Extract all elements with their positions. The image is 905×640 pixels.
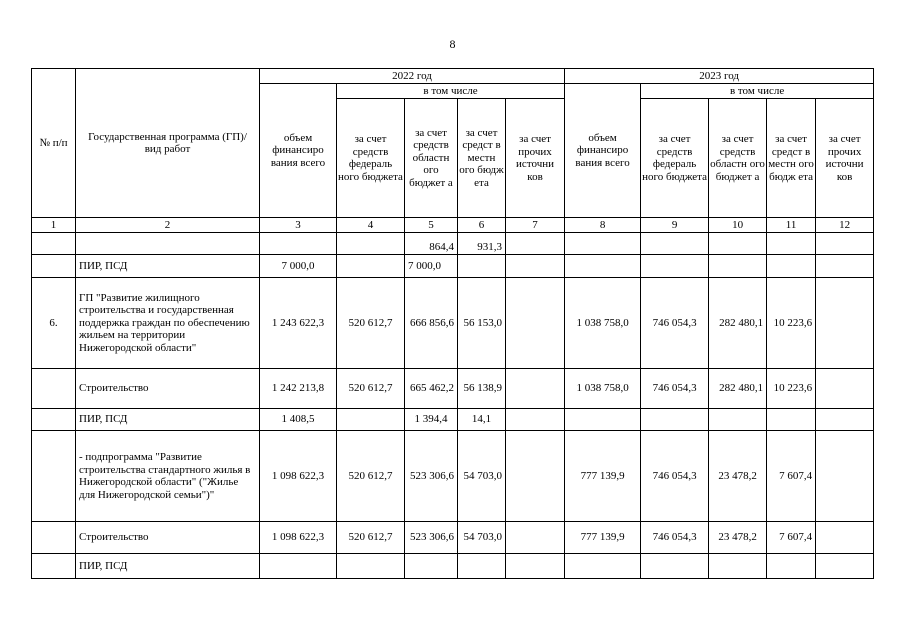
row-name: ПИР, ПСД <box>76 554 260 579</box>
cell-federal-2022: 520 612,7 <box>337 369 405 409</box>
row-name: ПИР, ПСД <box>76 409 260 431</box>
cell-other-2022 <box>506 369 565 409</box>
cell-total-2023: 777 139,9 <box>565 522 641 554</box>
header-year-2023: 2023 год <box>565 69 874 84</box>
cell-regional-2022 <box>405 554 458 579</box>
cell-federal-2023 <box>641 255 709 278</box>
cell-federal-2022: 520 612,7 <box>337 522 405 554</box>
row-name: Строительство <box>76 369 260 409</box>
header-including-2022: в том числе <box>337 84 565 99</box>
header-total-2022: объем финансиро вания всего <box>260 84 337 218</box>
row-name <box>76 233 260 255</box>
cell-federal-2023: 746 054,3 <box>641 278 709 369</box>
cell-local-2022 <box>458 554 506 579</box>
cell-other-2023 <box>816 431 874 522</box>
row-name: ПИР, ПСД <box>76 255 260 278</box>
header-regional-2022: за счет средств областн ого бюджет а <box>405 99 458 218</box>
cell-other-2023 <box>816 554 874 579</box>
cell-federal-2022: 520 612,7 <box>337 431 405 522</box>
cell-total-2023 <box>565 409 641 431</box>
table-row <box>32 522 874 554</box>
cell-federal-2022 <box>337 255 405 278</box>
cell-local-2022: 14,1 <box>458 409 506 431</box>
cell-regional-2022: 523 306,6 <box>405 431 458 522</box>
table-row <box>32 233 874 255</box>
cell-federal-2023 <box>641 409 709 431</box>
cell-total-2023: 1 038 758,0 <box>565 278 641 369</box>
cell-other-2022 <box>506 522 565 554</box>
cell-regional-2023: 282 480,1 <box>709 278 767 369</box>
cell-local-2022: 56 153,0 <box>458 278 506 369</box>
cell-other-2022 <box>506 431 565 522</box>
cell-other-2023 <box>816 278 874 369</box>
row-num <box>32 233 76 255</box>
cell-local-2023: 7 607,4 <box>767 431 816 522</box>
page-number: 8 <box>449 37 456 51</box>
cell-regional-2023 <box>709 409 767 431</box>
cell-federal-2022 <box>337 554 405 579</box>
column-number: 9 <box>641 218 709 233</box>
cell-local-2022: 54 703,0 <box>458 431 506 522</box>
cell-federal-2022 <box>337 409 405 431</box>
header-local-2023: за счет средст в местн ого бюдж ета <box>767 99 816 218</box>
cell-total-2022: 7 000,0 <box>260 255 337 278</box>
cell-total-2023 <box>565 233 641 255</box>
cell-local-2023 <box>767 233 816 255</box>
cell-local-2023 <box>767 554 816 579</box>
table-row <box>32 255 874 278</box>
cell-federal-2023: 746 054,3 <box>641 522 709 554</box>
cell-federal-2023: 746 054,3 <box>641 431 709 522</box>
header-num: № п/п <box>32 69 76 218</box>
table-row <box>32 554 874 579</box>
header-federal-2022: за счет средств федераль ного бюджета <box>337 99 405 218</box>
table-row <box>32 431 874 522</box>
column-number: 4 <box>337 218 405 233</box>
cell-local-2023: 7 607,4 <box>767 522 816 554</box>
header-other-2023: за счет прочих источни ков <box>816 99 874 218</box>
cell-other-2023 <box>816 522 874 554</box>
cell-other-2022 <box>506 233 565 255</box>
header-year-2022: 2022 год <box>260 69 565 84</box>
cell-total-2022: 1 242 213,8 <box>260 369 337 409</box>
header-total-2023: объем финансиро вания всего <box>565 84 641 218</box>
cell-local-2023: 10 223,6 <box>767 278 816 369</box>
cell-regional-2022: 665 462,2 <box>405 369 458 409</box>
cell-regional-2022: 7 000,0 <box>405 255 458 278</box>
cell-total-2023 <box>565 255 641 278</box>
cell-regional-2022: 864,4 <box>405 233 458 255</box>
cell-local-2022: 56 138,9 <box>458 369 506 409</box>
column-number: 6 <box>458 218 506 233</box>
column-number: 12 <box>816 218 874 233</box>
cell-federal-2023 <box>641 233 709 255</box>
row-num <box>32 369 76 409</box>
table-row <box>32 278 874 369</box>
column-number: 7 <box>506 218 565 233</box>
row-num <box>32 255 76 278</box>
cell-local-2023: 10 223,6 <box>767 369 816 409</box>
column-number: 5 <box>405 218 458 233</box>
row-num <box>32 554 76 579</box>
column-number: 2 <box>76 218 260 233</box>
cell-total-2022 <box>260 233 337 255</box>
cell-regional-2022: 523 306,6 <box>405 522 458 554</box>
header-federal-2023: за счет средств федераль ного бюджета <box>641 99 709 218</box>
row-name: ГП "Развитие жилищного строительства и государственная поддержка граждан по обеспечению жильем на территории Нижегородской области" <box>76 278 260 369</box>
header-regional-2023: за счет средств областн ого бюджет а <box>709 99 767 218</box>
row-num <box>32 409 76 431</box>
cell-regional-2023 <box>709 255 767 278</box>
cell-other-2022 <box>506 554 565 579</box>
header-including-2023: в том числе <box>641 84 874 99</box>
header-local-2022: за счет средст в местн ого бюдж ета <box>458 99 506 218</box>
cell-local-2022: 931,3 <box>458 233 506 255</box>
cell-other-2023 <box>816 409 874 431</box>
cell-regional-2023: 282 480,1 <box>709 369 767 409</box>
cell-other-2023 <box>816 233 874 255</box>
cell-regional-2022: 1 394,4 <box>405 409 458 431</box>
cell-regional-2023 <box>709 233 767 255</box>
row-num <box>32 431 76 522</box>
cell-total-2023: 1 038 758,0 <box>565 369 641 409</box>
financing-table <box>31 68 874 579</box>
cell-total-2022: 1 408,5 <box>260 409 337 431</box>
cell-total-2022: 1 098 622,3 <box>260 522 337 554</box>
row-num <box>32 522 76 554</box>
cell-regional-2022: 666 856,6 <box>405 278 458 369</box>
cell-local-2022 <box>458 255 506 278</box>
column-number: 8 <box>565 218 641 233</box>
cell-other-2023 <box>816 255 874 278</box>
cell-other-2022 <box>506 255 565 278</box>
table-row <box>32 409 874 431</box>
column-number: 1 <box>32 218 76 233</box>
cell-regional-2023: 23 478,2 <box>709 522 767 554</box>
cell-regional-2023 <box>709 554 767 579</box>
column-number: 3 <box>260 218 337 233</box>
cell-local-2023 <box>767 255 816 278</box>
row-name: - подпрограмма "Развитие строительства стандартного жилья в Нижегородской области" ("Жилье для Нижегородской семьи")" <box>76 431 260 522</box>
column-number: 11 <box>767 218 816 233</box>
cell-local-2023 <box>767 409 816 431</box>
cell-federal-2023: 746 054,3 <box>641 369 709 409</box>
cell-other-2022 <box>506 278 565 369</box>
column-number: 10 <box>709 218 767 233</box>
header-program: Государственная программа (ГП)/ вид работ <box>76 69 260 218</box>
table-row <box>32 369 874 409</box>
cell-local-2022: 54 703,0 <box>458 522 506 554</box>
row-name: Строительство <box>76 522 260 554</box>
cell-total-2023 <box>565 554 641 579</box>
cell-other-2023 <box>816 369 874 409</box>
cell-total-2022: 1 098 622,3 <box>260 431 337 522</box>
cell-other-2022 <box>506 409 565 431</box>
row-num: 6. <box>32 278 76 369</box>
cell-federal-2022: 520 612,7 <box>337 278 405 369</box>
header-other-2022: за счет прочих источни ков <box>506 99 565 218</box>
cell-total-2022: 1 243 622,3 <box>260 278 337 369</box>
cell-regional-2023: 23 478,2 <box>709 431 767 522</box>
cell-federal-2022 <box>337 233 405 255</box>
cell-federal-2023 <box>641 554 709 579</box>
cell-total-2022 <box>260 554 337 579</box>
cell-total-2023: 777 139,9 <box>565 431 641 522</box>
